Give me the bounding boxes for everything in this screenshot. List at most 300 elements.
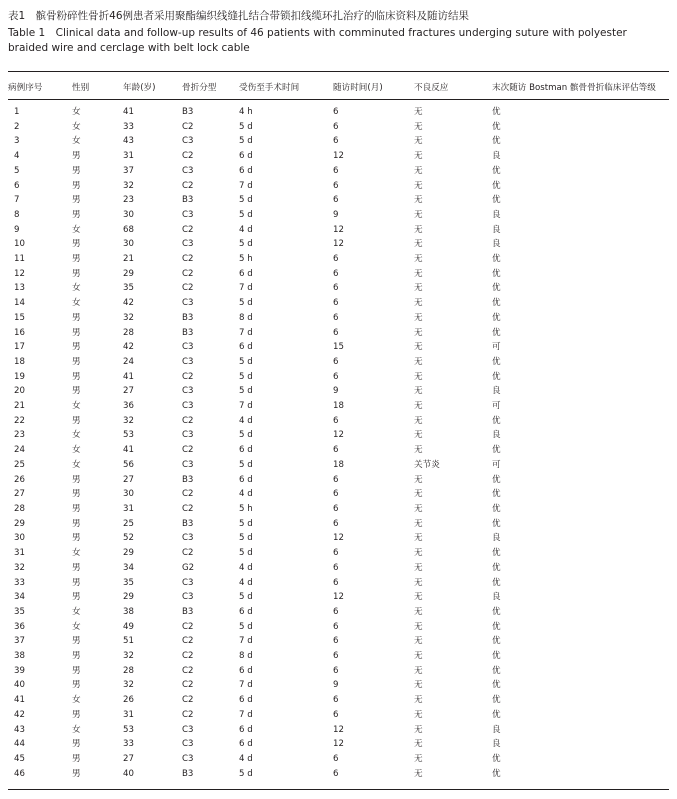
follow-up-months-cell: 12 bbox=[333, 239, 344, 250]
case-number-cell: 11 bbox=[14, 254, 25, 265]
adverse-reaction-cell: 无 bbox=[414, 254, 423, 265]
sex-cell: 女 bbox=[72, 724, 81, 735]
adverse-reaction-cell: 无 bbox=[414, 636, 423, 647]
sex-cell: 男 bbox=[72, 195, 81, 206]
case-number-cell: 36 bbox=[14, 621, 25, 632]
table-row bbox=[8, 517, 669, 532]
age-cell: 49 bbox=[123, 621, 134, 632]
injury-to-surgery-time-cell: 5 d bbox=[239, 768, 253, 779]
bostman-grade-cell: 良 bbox=[492, 209, 501, 220]
fracture-type-cell: C2 bbox=[182, 489, 194, 500]
age-cell: 31 bbox=[123, 709, 134, 720]
sex-cell: 男 bbox=[72, 503, 81, 514]
header-case-number: 病例序号 bbox=[8, 83, 43, 93]
adverse-reaction-cell: 无 bbox=[414, 562, 423, 573]
header-sex: 性别 bbox=[72, 83, 90, 93]
follow-up-months-cell: 6 bbox=[333, 121, 339, 132]
bostman-grade-cell: 优 bbox=[492, 753, 501, 764]
fracture-type-cell: C2 bbox=[182, 548, 194, 559]
fracture-type-cell: C2 bbox=[182, 415, 194, 426]
table-row bbox=[8, 693, 669, 708]
table-row bbox=[8, 237, 669, 252]
table-row bbox=[8, 634, 669, 649]
bostman-grade-cell: 优 bbox=[492, 548, 501, 559]
injury-to-surgery-time-cell: 6 d bbox=[239, 606, 253, 617]
case-number-cell: 10 bbox=[14, 239, 25, 250]
injury-to-surgery-time-cell: 5 d bbox=[239, 386, 253, 397]
injury-to-surgery-time-cell: 5 d bbox=[239, 430, 253, 441]
follow-up-months-cell: 6 bbox=[333, 356, 339, 367]
sex-cell: 女 bbox=[72, 401, 81, 412]
bostman-grade-cell: 优 bbox=[492, 327, 501, 338]
case-number-cell: 29 bbox=[14, 518, 25, 529]
age-cell: 34 bbox=[123, 562, 134, 573]
follow-up-months-cell: 6 bbox=[333, 489, 339, 500]
fracture-type-cell: B3 bbox=[182, 768, 194, 779]
table-row bbox=[8, 208, 669, 223]
follow-up-months-cell: 6 bbox=[333, 562, 339, 573]
fracture-type-cell: C2 bbox=[182, 121, 194, 132]
table-row bbox=[8, 473, 669, 488]
fracture-type-cell: C3 bbox=[182, 724, 194, 735]
sex-cell: 男 bbox=[72, 709, 81, 720]
fracture-type-cell: C3 bbox=[182, 386, 194, 397]
bostman-grade-cell: 良 bbox=[492, 430, 501, 441]
bostman-grade-cell: 可 bbox=[492, 342, 501, 353]
follow-up-months-cell: 6 bbox=[333, 577, 339, 588]
follow-up-months-cell: 9 bbox=[333, 209, 339, 220]
fracture-type-cell: C3 bbox=[182, 356, 194, 367]
fracture-type-cell: C3 bbox=[182, 209, 194, 220]
injury-to-surgery-time-cell: 4 d bbox=[239, 224, 253, 235]
bostman-grade-cell: 良 bbox=[492, 151, 501, 162]
case-number-cell: 37 bbox=[14, 636, 25, 647]
case-number-cell: 34 bbox=[14, 592, 25, 603]
bostman-grade-cell: 良 bbox=[492, 592, 501, 603]
adverse-reaction-cell: 无 bbox=[414, 768, 423, 779]
adverse-reaction-cell: 无 bbox=[414, 165, 423, 176]
adverse-reaction-cell: 无 bbox=[414, 753, 423, 764]
injury-to-surgery-time-cell: 8 d bbox=[239, 312, 253, 323]
sex-cell: 男 bbox=[72, 518, 81, 529]
case-number-cell: 41 bbox=[14, 695, 25, 706]
table-row bbox=[8, 134, 669, 149]
case-number-cell: 14 bbox=[14, 298, 25, 309]
bostman-grade-cell: 优 bbox=[492, 107, 501, 117]
sex-cell: 男 bbox=[72, 739, 81, 750]
sex-cell: 男 bbox=[72, 356, 81, 367]
fracture-type-cell: C2 bbox=[182, 695, 194, 706]
table-row bbox=[8, 179, 669, 194]
fracture-type-cell: B3 bbox=[182, 107, 194, 117]
follow-up-months-cell: 12 bbox=[333, 739, 344, 750]
case-number-cell: 45 bbox=[14, 753, 25, 764]
case-number-cell: 32 bbox=[14, 562, 25, 573]
follow-up-months-cell: 6 bbox=[333, 195, 339, 206]
adverse-reaction-cell: 无 bbox=[414, 180, 423, 191]
adverse-reaction-cell: 无 bbox=[414, 651, 423, 662]
age-cell: 31 bbox=[123, 151, 134, 162]
injury-to-surgery-time-cell: 4 d bbox=[239, 562, 253, 573]
age-cell: 32 bbox=[123, 680, 134, 691]
injury-to-surgery-time-cell: 5 d bbox=[239, 592, 253, 603]
bostman-grade-cell: 良 bbox=[492, 224, 501, 235]
table-row bbox=[8, 267, 669, 282]
fracture-type-cell: C2 bbox=[182, 254, 194, 265]
bostman-grade-cell: 优 bbox=[492, 268, 501, 279]
injury-to-surgery-time-cell: 6 d bbox=[239, 474, 253, 485]
age-cell: 36 bbox=[123, 401, 134, 412]
injury-to-surgery-time-cell: 6 d bbox=[239, 165, 253, 176]
follow-up-months-cell: 18 bbox=[333, 459, 344, 470]
injury-to-surgery-time-cell: 5 d bbox=[239, 239, 253, 250]
adverse-reaction-cell: 无 bbox=[414, 592, 423, 603]
age-cell: 42 bbox=[123, 342, 134, 353]
bostman-grade-cell: 优 bbox=[492, 503, 501, 514]
table-row bbox=[8, 708, 669, 723]
sex-cell: 女 bbox=[72, 224, 81, 235]
table-row bbox=[8, 752, 669, 767]
age-cell: 25 bbox=[123, 518, 134, 529]
adverse-reaction-cell: 无 bbox=[414, 415, 423, 426]
bostman-grade-cell: 良 bbox=[492, 239, 501, 250]
adverse-reaction-cell: 无 bbox=[414, 195, 423, 206]
header-bostman-grade: 末次随访 Bostman 髌骨骨折临床评估等级 bbox=[492, 83, 656, 93]
fracture-type-cell: C3 bbox=[182, 401, 194, 412]
adverse-reaction-cell: 无 bbox=[414, 430, 423, 441]
adverse-reaction-cell: 无 bbox=[414, 606, 423, 617]
sex-cell: 女 bbox=[72, 621, 81, 632]
table-row bbox=[8, 355, 669, 370]
fracture-type-cell: C3 bbox=[182, 459, 194, 470]
sex-cell: 男 bbox=[72, 651, 81, 662]
fracture-type-cell: C2 bbox=[182, 180, 194, 191]
sex-cell: 男 bbox=[72, 768, 81, 779]
fracture-type-cell: C2 bbox=[182, 151, 194, 162]
follow-up-months-cell: 6 bbox=[333, 136, 339, 147]
bostman-grade-cell: 优 bbox=[492, 356, 501, 367]
table-row bbox=[8, 164, 669, 179]
adverse-reaction-cell: 无 bbox=[414, 121, 423, 132]
injury-to-surgery-time-cell: 5 h bbox=[239, 254, 253, 265]
sex-cell: 男 bbox=[72, 680, 81, 691]
adverse-reaction-cell: 无 bbox=[414, 342, 423, 353]
follow-up-months-cell: 6 bbox=[333, 518, 339, 529]
case-number-cell: 2 bbox=[14, 121, 20, 132]
injury-to-surgery-time-cell: 5 d bbox=[239, 459, 253, 470]
sex-cell: 女 bbox=[72, 548, 81, 559]
sex-cell: 男 bbox=[72, 239, 81, 250]
sex-cell: 男 bbox=[72, 386, 81, 397]
follow-up-months-cell: 9 bbox=[333, 386, 339, 397]
adverse-reaction-cell: 无 bbox=[414, 474, 423, 485]
age-cell: 42 bbox=[123, 298, 134, 309]
table-row bbox=[8, 193, 669, 208]
header-adverse-reaction: 不良反应 bbox=[414, 83, 449, 93]
sex-cell: 男 bbox=[72, 665, 81, 676]
table-row bbox=[8, 105, 669, 120]
age-cell: 24 bbox=[123, 356, 134, 367]
table-row bbox=[8, 428, 669, 443]
table-body bbox=[8, 105, 669, 781]
fracture-type-cell: B3 bbox=[182, 312, 194, 323]
table-row bbox=[8, 664, 669, 679]
bostman-grade-cell: 优 bbox=[492, 621, 501, 632]
table-row bbox=[8, 605, 669, 620]
fracture-type-cell: C3 bbox=[182, 430, 194, 441]
injury-to-surgery-time-cell: 7 d bbox=[239, 709, 253, 720]
age-cell: 30 bbox=[123, 489, 134, 500]
fracture-type-cell: C2 bbox=[182, 665, 194, 676]
header-age: 年龄(岁) bbox=[123, 83, 156, 93]
age-cell: 26 bbox=[123, 695, 134, 706]
sex-cell: 女 bbox=[72, 606, 81, 617]
age-cell: 52 bbox=[123, 533, 134, 544]
age-cell: 56 bbox=[123, 459, 134, 470]
age-cell: 30 bbox=[123, 209, 134, 220]
bostman-grade-cell: 良 bbox=[492, 533, 501, 544]
follow-up-months-cell: 6 bbox=[333, 371, 339, 382]
sex-cell: 女 bbox=[72, 445, 81, 456]
table-row bbox=[8, 737, 669, 752]
table-row bbox=[8, 311, 669, 326]
case-number-cell: 24 bbox=[14, 445, 25, 456]
bostman-grade-cell: 优 bbox=[492, 606, 501, 617]
table-header-row bbox=[8, 78, 669, 98]
adverse-reaction-cell: 无 bbox=[414, 724, 423, 735]
table-row bbox=[8, 487, 669, 502]
injury-to-surgery-time-cell: 5 d bbox=[239, 209, 253, 220]
age-cell: 31 bbox=[123, 503, 134, 514]
fracture-type-cell: C3 bbox=[182, 592, 194, 603]
case-number-cell: 12 bbox=[14, 268, 25, 279]
follow-up-months-cell: 6 bbox=[333, 651, 339, 662]
fracture-type-cell: C2 bbox=[182, 651, 194, 662]
age-cell: 29 bbox=[123, 592, 134, 603]
sex-cell: 男 bbox=[72, 577, 81, 588]
injury-to-surgery-time-cell: 4 h bbox=[239, 107, 253, 117]
case-number-cell: 18 bbox=[14, 356, 25, 367]
bostman-grade-cell: 优 bbox=[492, 636, 501, 647]
fracture-type-cell: C2 bbox=[182, 283, 194, 294]
follow-up-months-cell: 6 bbox=[333, 636, 339, 647]
adverse-reaction-cell: 无 bbox=[414, 503, 423, 514]
case-number-cell: 27 bbox=[14, 489, 25, 500]
bostman-grade-cell: 优 bbox=[492, 489, 501, 500]
age-cell: 29 bbox=[123, 268, 134, 279]
adverse-reaction-cell: 无 bbox=[414, 283, 423, 294]
age-cell: 68 bbox=[123, 224, 134, 235]
sex-cell: 男 bbox=[72, 533, 81, 544]
sex-cell: 女 bbox=[72, 298, 81, 309]
injury-to-surgery-time-cell: 6 d bbox=[239, 739, 253, 750]
follow-up-months-cell: 6 bbox=[333, 107, 339, 117]
fracture-type-cell: C3 bbox=[182, 239, 194, 250]
table-row bbox=[8, 326, 669, 341]
fracture-type-cell: G2 bbox=[182, 562, 195, 573]
follow-up-months-cell: 6 bbox=[333, 254, 339, 265]
age-cell: 40 bbox=[123, 768, 134, 779]
table-row bbox=[8, 281, 669, 296]
table-row bbox=[8, 120, 669, 135]
sex-cell: 男 bbox=[72, 489, 81, 500]
follow-up-months-cell: 6 bbox=[333, 768, 339, 779]
table-row bbox=[8, 223, 669, 238]
age-cell: 43 bbox=[123, 136, 134, 147]
table-top-rule bbox=[8, 71, 669, 72]
injury-to-surgery-time-cell: 4 d bbox=[239, 577, 253, 588]
follow-up-months-cell: 6 bbox=[333, 445, 339, 456]
follow-up-months-cell: 12 bbox=[333, 533, 344, 544]
fracture-type-cell: C3 bbox=[182, 739, 194, 750]
sex-cell: 男 bbox=[72, 312, 81, 323]
fracture-type-cell: C3 bbox=[182, 298, 194, 309]
case-number-cell: 33 bbox=[14, 577, 25, 588]
age-cell: 30 bbox=[123, 239, 134, 250]
bostman-grade-cell: 优 bbox=[492, 518, 501, 529]
adverse-reaction-cell: 无 bbox=[414, 356, 423, 367]
bostman-grade-cell: 优 bbox=[492, 195, 501, 206]
follow-up-months-cell: 6 bbox=[333, 327, 339, 338]
follow-up-months-cell: 6 bbox=[333, 180, 339, 191]
follow-up-months-cell: 6 bbox=[333, 606, 339, 617]
case-number-cell: 22 bbox=[14, 415, 25, 426]
case-number-cell: 19 bbox=[14, 371, 25, 382]
injury-to-surgery-time-cell: 5 d bbox=[239, 518, 253, 529]
age-cell: 35 bbox=[123, 283, 134, 294]
table-row bbox=[8, 620, 669, 635]
injury-to-surgery-time-cell: 7 d bbox=[239, 180, 253, 191]
follow-up-months-cell: 12 bbox=[333, 724, 344, 735]
table-row bbox=[8, 502, 669, 517]
case-number-cell: 38 bbox=[14, 651, 25, 662]
bostman-grade-cell: 优 bbox=[492, 445, 501, 456]
case-number-cell: 1 bbox=[14, 107, 20, 117]
bostman-grade-cell: 优 bbox=[492, 474, 501, 485]
age-cell: 29 bbox=[123, 548, 134, 559]
injury-to-surgery-time-cell: 7 d bbox=[239, 401, 253, 412]
follow-up-months-cell: 6 bbox=[333, 312, 339, 323]
follow-up-months-cell: 9 bbox=[333, 680, 339, 691]
age-cell: 41 bbox=[123, 371, 134, 382]
injury-to-surgery-time-cell: 5 d bbox=[239, 298, 253, 309]
case-number-cell: 28 bbox=[14, 503, 25, 514]
injury-to-surgery-time-cell: 6 d bbox=[239, 695, 253, 706]
table-row bbox=[8, 649, 669, 664]
injury-to-surgery-time-cell: 6 d bbox=[239, 665, 253, 676]
case-number-cell: 44 bbox=[14, 739, 25, 750]
follow-up-months-cell: 6 bbox=[333, 548, 339, 559]
fracture-type-cell: C2 bbox=[182, 680, 194, 691]
adverse-reaction-cell: 无 bbox=[414, 107, 423, 117]
table-row bbox=[8, 561, 669, 576]
case-number-cell: 16 bbox=[14, 327, 25, 338]
age-cell: 28 bbox=[123, 327, 134, 338]
fracture-type-cell: C3 bbox=[182, 533, 194, 544]
case-number-cell: 26 bbox=[14, 474, 25, 485]
age-cell: 27 bbox=[123, 753, 134, 764]
bostman-grade-cell: 优 bbox=[492, 562, 501, 573]
sex-cell: 男 bbox=[72, 327, 81, 338]
adverse-reaction-cell: 无 bbox=[414, 298, 423, 309]
fracture-type-cell: B3 bbox=[182, 327, 194, 338]
table-bottom-rule bbox=[8, 789, 669, 790]
follow-up-months-cell: 6 bbox=[333, 165, 339, 176]
case-number-cell: 39 bbox=[14, 665, 25, 676]
follow-up-months-cell: 12 bbox=[333, 430, 344, 441]
table-title-chinese: 表1 髌骨粉碎性骨折46例患者采用聚酯编织线缝扎结合带锁扣线缆环扎治疗的临床资料及随访结果 bbox=[8, 10, 470, 22]
bostman-grade-cell: 优 bbox=[492, 651, 501, 662]
adverse-reaction-cell: 无 bbox=[414, 739, 423, 750]
sex-cell: 男 bbox=[72, 636, 81, 647]
fracture-type-cell: B3 bbox=[182, 474, 194, 485]
bostman-grade-cell: 优 bbox=[492, 768, 501, 779]
follow-up-months-cell: 6 bbox=[333, 268, 339, 279]
bostman-grade-cell: 优 bbox=[492, 180, 501, 191]
follow-up-months-cell: 6 bbox=[333, 415, 339, 426]
table-row bbox=[8, 590, 669, 605]
age-cell: 23 bbox=[123, 195, 134, 206]
fracture-type-cell: C3 bbox=[182, 753, 194, 764]
bostman-grade-cell: 优 bbox=[492, 298, 501, 309]
age-cell: 21 bbox=[123, 254, 134, 265]
adverse-reaction-cell: 无 bbox=[414, 680, 423, 691]
bostman-grade-cell: 优 bbox=[492, 709, 501, 720]
bostman-grade-cell: 优 bbox=[492, 312, 501, 323]
injury-to-surgery-time-cell: 6 d bbox=[239, 724, 253, 735]
table-row bbox=[8, 370, 669, 385]
case-number-cell: 15 bbox=[14, 312, 25, 323]
table-row bbox=[8, 531, 669, 546]
injury-to-surgery-time-cell: 5 d bbox=[239, 548, 253, 559]
bostman-grade-cell: 优 bbox=[492, 680, 501, 691]
bostman-grade-cell: 优 bbox=[492, 695, 501, 706]
table-row bbox=[8, 296, 669, 311]
adverse-reaction-cell: 无 bbox=[414, 224, 423, 235]
case-number-cell: 46 bbox=[14, 768, 25, 779]
sex-cell: 男 bbox=[72, 151, 81, 162]
adverse-reaction-cell: 无 bbox=[414, 489, 423, 500]
adverse-reaction-cell: 无 bbox=[414, 268, 423, 279]
sex-cell: 男 bbox=[72, 342, 81, 353]
adverse-reaction-cell: 无 bbox=[414, 533, 423, 544]
adverse-reaction-cell: 无 bbox=[414, 548, 423, 559]
injury-to-surgery-time-cell: 6 d bbox=[239, 268, 253, 279]
bostman-grade-cell: 良 bbox=[492, 724, 501, 735]
age-cell: 28 bbox=[123, 665, 134, 676]
fracture-type-cell: C2 bbox=[182, 224, 194, 235]
age-cell: 27 bbox=[123, 386, 134, 397]
fracture-type-cell: C2 bbox=[182, 709, 194, 720]
case-number-cell: 42 bbox=[14, 709, 25, 720]
adverse-reaction-cell: 无 bbox=[414, 665, 423, 676]
sex-cell: 男 bbox=[72, 592, 81, 603]
bostman-grade-cell: 优 bbox=[492, 415, 501, 426]
adverse-reaction-cell: 无 bbox=[414, 518, 423, 529]
bostman-grade-cell: 优 bbox=[492, 121, 501, 132]
bostman-grade-cell: 良 bbox=[492, 386, 501, 397]
adverse-reaction-cell: 无 bbox=[414, 709, 423, 720]
age-cell: 53 bbox=[123, 724, 134, 735]
header-injury-to-surgery-time: 受伤至手术时间 bbox=[239, 83, 300, 93]
follow-up-months-cell: 15 bbox=[333, 342, 344, 353]
case-number-cell: 5 bbox=[14, 165, 20, 176]
table-row bbox=[8, 576, 669, 591]
table-spacer bbox=[8, 98, 669, 105]
bostman-grade-cell: 优 bbox=[492, 136, 501, 147]
case-number-cell: 40 bbox=[14, 680, 25, 691]
sex-cell: 女 bbox=[72, 121, 81, 132]
